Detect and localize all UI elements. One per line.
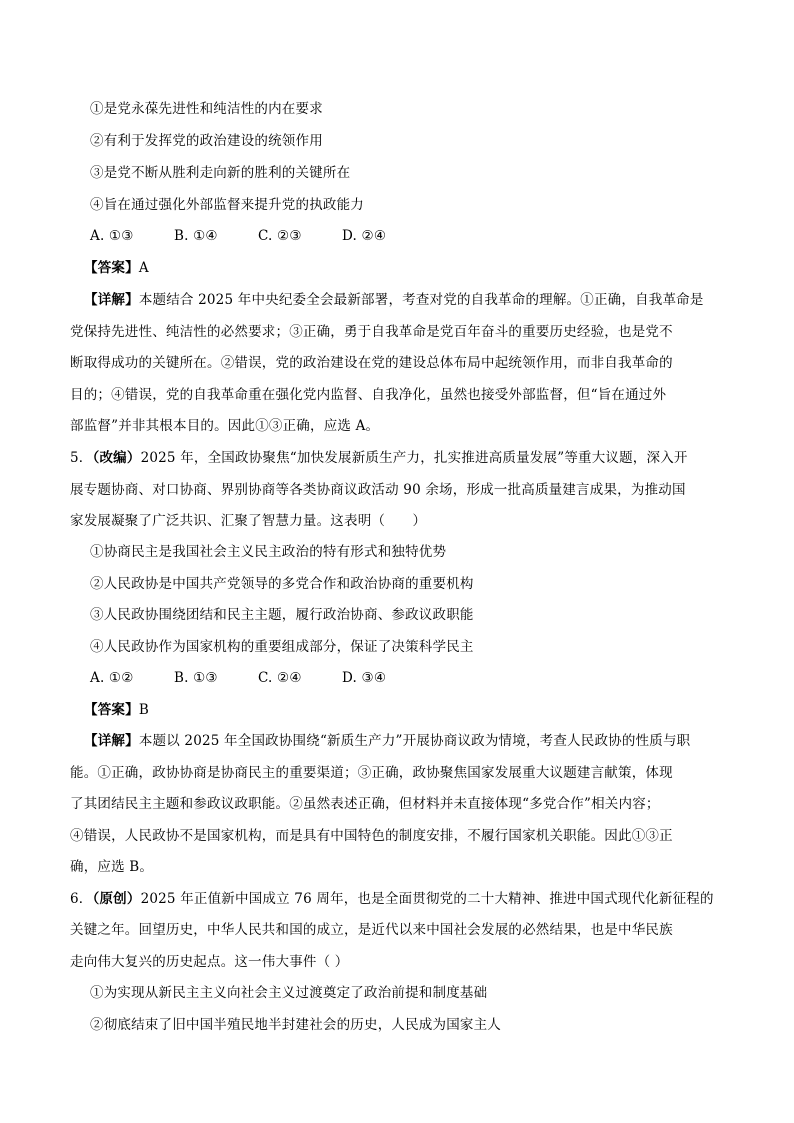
detail-label: 【详解】 (84, 733, 139, 749)
q5-choices (90, 668, 386, 688)
answer-label: 【答案】 (84, 702, 139, 718)
q4-detail-line-5: 部监督”并非其根本目的。因此①③正确，应选 A。 (70, 418, 380, 434)
q6-option-1: ①为实现从新民主主义向社会主义过渡奠定了政治前提和制度基础 (90, 985, 488, 1001)
q4-choice-d: D. ②④ (342, 228, 387, 244)
q5-detail-line-4: ④错误，人民政协不是国家机构，而是具有中国特色的制度安排，不履行国家机关职能。因此①③正 (70, 828, 673, 844)
question-tag: （改编） (92, 450, 141, 466)
q5-stem-line-2: 展专题协商、对口协商、界别协商等各类协商议政活动 90 余场，形成一批高质量建言成果，为推动国 (70, 482, 686, 498)
q6-option-2: ②彻底结束了旧中国半殖民地半封建社会的历史，人民成为国家主人 (90, 1017, 501, 1033)
q4-detail-line-2: 党保持先进性、纯洁性的必然要求；③正确，勇于自我革命是党百年奋斗的重要历史经验，也是党不 (70, 324, 673, 340)
q4-answer (84, 258, 149, 278)
q5-choice-b: B. ①③ (174, 670, 218, 686)
q5-detail-line-5: 确，应选 B。 (70, 859, 154, 875)
q4-choice-b: B. ①④ (174, 228, 218, 244)
question-tag: （原创） (92, 891, 141, 907)
detail-label: 【详解】 (84, 292, 139, 308)
answer-label: 【答案】 (84, 260, 139, 276)
q4-detail-line-1: 【详解】本题结合 2025 年中央纪委全会最新部署，考查对党的自我革命的理解。①正确，自我革命是 (84, 292, 704, 308)
q5-choice-a: A. ①② (90, 670, 134, 686)
q6-stem-line-1: 6．（原创）2025 年正值新中国成立 76 周年，也是全面贯彻党的二十大精神、推进中国式现代化新征程的 (70, 891, 714, 907)
answer-value: A (138, 260, 149, 276)
q4-choice-a: A. ①③ (90, 228, 134, 244)
q4-option-4: ④旨在通过强化外部监督来提升党的执政能力 (90, 197, 364, 213)
q5-answer (84, 700, 149, 720)
q5-option-4: ④人民政协作为国家机构的重要组成部分，保证了决策科学民主 (90, 639, 474, 655)
q6-stem-line-3: 走向伟大复兴的历史起点。这一伟大事件（ ） (70, 954, 349, 970)
q5-detail-line-3: 了其团结民主主题和参政议政职能。②虽然表述正确，但材料并未直接体现“多党合作”相关内容； (70, 796, 660, 812)
question-number: 5． (70, 450, 93, 466)
q5-stem-line-3: 家发展凝聚了广泛共识、汇聚了智慧力量。这表明（ ） (70, 513, 427, 529)
answer-value: B (138, 702, 149, 718)
q5-detail-line-1: 【详解】本题以 2025 年全国政协围绕“新质生产力”开展协商议政为情境，考查人民政协的性质与职 (84, 733, 691, 749)
q6-stem-line-2: 关键之年。回望历史，中华人民共和国的成立，是近代以来中国社会发展的必然结果，也是中华民族 (70, 922, 673, 938)
q4-option-3: ③是党不断从胜利走向新的胜利的关键所在 (90, 165, 351, 181)
q5-choice-c: C. ②④ (258, 670, 302, 686)
q5-option-1: ①协商民主是我国社会主义民主政治的特有形式和独特优势 (90, 544, 447, 560)
q4-detail-line-4: 目的；④错误，党的自我革命重在强化党内监督、自我净化，虽然也接受外部监督，但“旨在通过外 (70, 387, 667, 403)
q4-choice-c: C. ②③ (258, 228, 302, 244)
q5-choice-d: D. ③④ (342, 670, 387, 686)
q4-option-2: ②有利于发挥党的政治建设的统领作用 (90, 133, 323, 149)
q4-choices (90, 226, 386, 246)
q4-detail-line-3: 断取得成功的关键所在。②错误，党的政治建设在党的建设总体布局中起统领作用，而非自我革命的 (70, 355, 673, 371)
question-number: 6． (70, 891, 93, 907)
q5-detail-line-2: 能。①正确，政协协商是协商民主的重要渠道；③正确，政协聚焦国家发展重大议题建言献策，体现 (70, 765, 673, 781)
q4-option-1: ①是党永葆先进性和纯洁性的内在要求 (90, 101, 323, 117)
q5-stem-line-1: 5．（改编）2025 年，全国政协聚焦“加快发展新质生产力，扎实推进高质量发展”等重大议题，深入开 (70, 450, 688, 466)
q5-option-2: ②人民政协是中国共产党领导的多党合作和政治协商的重要机构 (90, 576, 474, 592)
q5-option-3: ③人民政协围绕团结和民主主题，履行政治协商、参政议政职能 (90, 607, 474, 623)
